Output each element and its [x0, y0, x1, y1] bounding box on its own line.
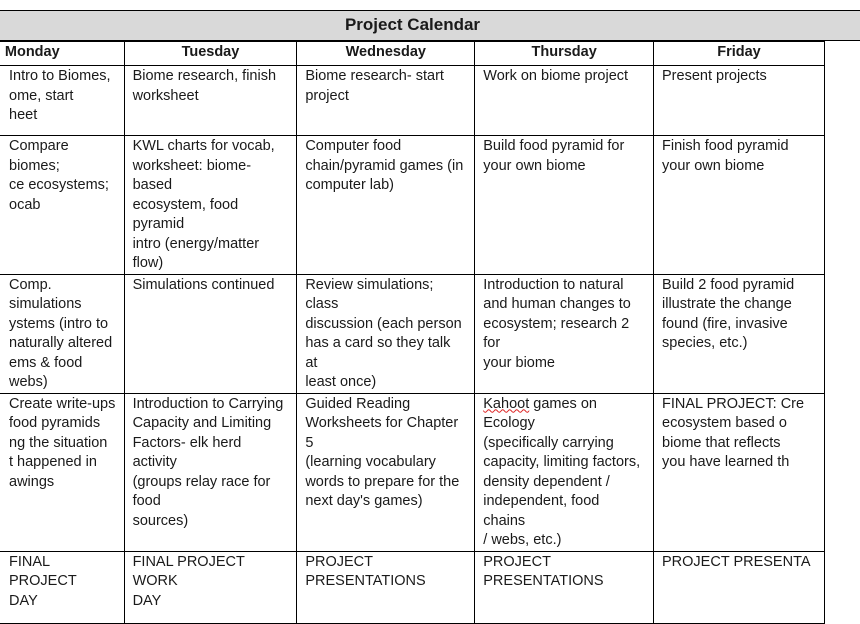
table-row	[0, 136, 825, 275]
table-cell: Biome research, finish worksheet	[124, 66, 297, 136]
table-cell: FINAL PROJECT DAY	[0, 551, 124, 623]
table-row	[0, 393, 825, 551]
day-header-thursday: Thursday	[475, 42, 654, 66]
day-header-monday: Monday	[0, 42, 124, 66]
table-cell: Guided Reading Worksheets for Chapter 5 (learning vocabulary words to prepare for the next day's games)	[297, 393, 475, 551]
table-cell: Comp. simulations ystems (intro to naturally altered ems & food webs)	[0, 274, 124, 393]
table-row	[0, 274, 825, 393]
table-cell: PROJECT PRESENTA	[654, 551, 825, 623]
table-cell: FINAL PROJECT WORK DAY	[124, 551, 297, 623]
day-header-wednesday: Wednesday	[297, 42, 475, 66]
table-cell: FINAL PROJECT: Cre ecosystem based o biome that reflects you have learned th	[654, 393, 825, 551]
table-row	[0, 551, 825, 623]
table-cell: Present projects	[654, 66, 825, 136]
day-header-tuesday: Tuesday	[124, 42, 297, 66]
calendar-table	[0, 41, 825, 624]
calendar-grid	[0, 41, 825, 624]
table-cell: Introduction to natural and human changes to ecosystem; research 2 for your biome	[475, 274, 654, 393]
table-cell: Create write-ups food pyramids ng the situation t happened in awings	[0, 393, 124, 551]
table-cell: Biome research- start project	[297, 66, 475, 136]
table-cell: Introduction to Carrying Capacity and Limiting Factors- elk herd activity (groups relay race for food sources)	[124, 393, 297, 551]
table-cell: Computer food chain/pyramid games (in computer lab)	[297, 136, 475, 275]
table-cell: Build food pyramid for your own biome	[475, 136, 654, 275]
table-cell: Intro to Biomes, ome, start heet	[0, 66, 124, 136]
spellcheck-word: Kahoot	[483, 395, 530, 412]
table-row	[0, 66, 825, 136]
table-cell: Review simulations; class discussion (each person has a card so they talk at least once)	[297, 274, 475, 393]
table-cell: Finish food pyramid your own biome	[654, 136, 825, 275]
page-title: Project Calendar	[344, 15, 481, 34]
table-cell: KWL charts for vocab, worksheet: biome-based ecosystem, food pyramid intro (energy/matter flow)	[124, 136, 297, 275]
table-cell: Work on biome project	[475, 66, 654, 136]
table-cell: Kahoot games on Ecology (specifically carrying capacity, limiting factors, density dependent / independent, food chains / webs, etc.)	[475, 393, 654, 551]
day-header-friday: Friday	[654, 42, 825, 66]
day-header-row	[0, 42, 825, 66]
table-cell: Simulations continued	[124, 274, 297, 393]
table-cell: PROJECT PRESENTATIONS	[297, 551, 475, 623]
table-cell: Compare biomes; ce ecosystems; ocab	[0, 136, 124, 275]
table-cell: PROJECT PRESENTATIONS	[475, 551, 654, 623]
table-cell: Build 2 food pyramid illustrate the change found (fire, invasive species, etc.)	[654, 274, 825, 393]
